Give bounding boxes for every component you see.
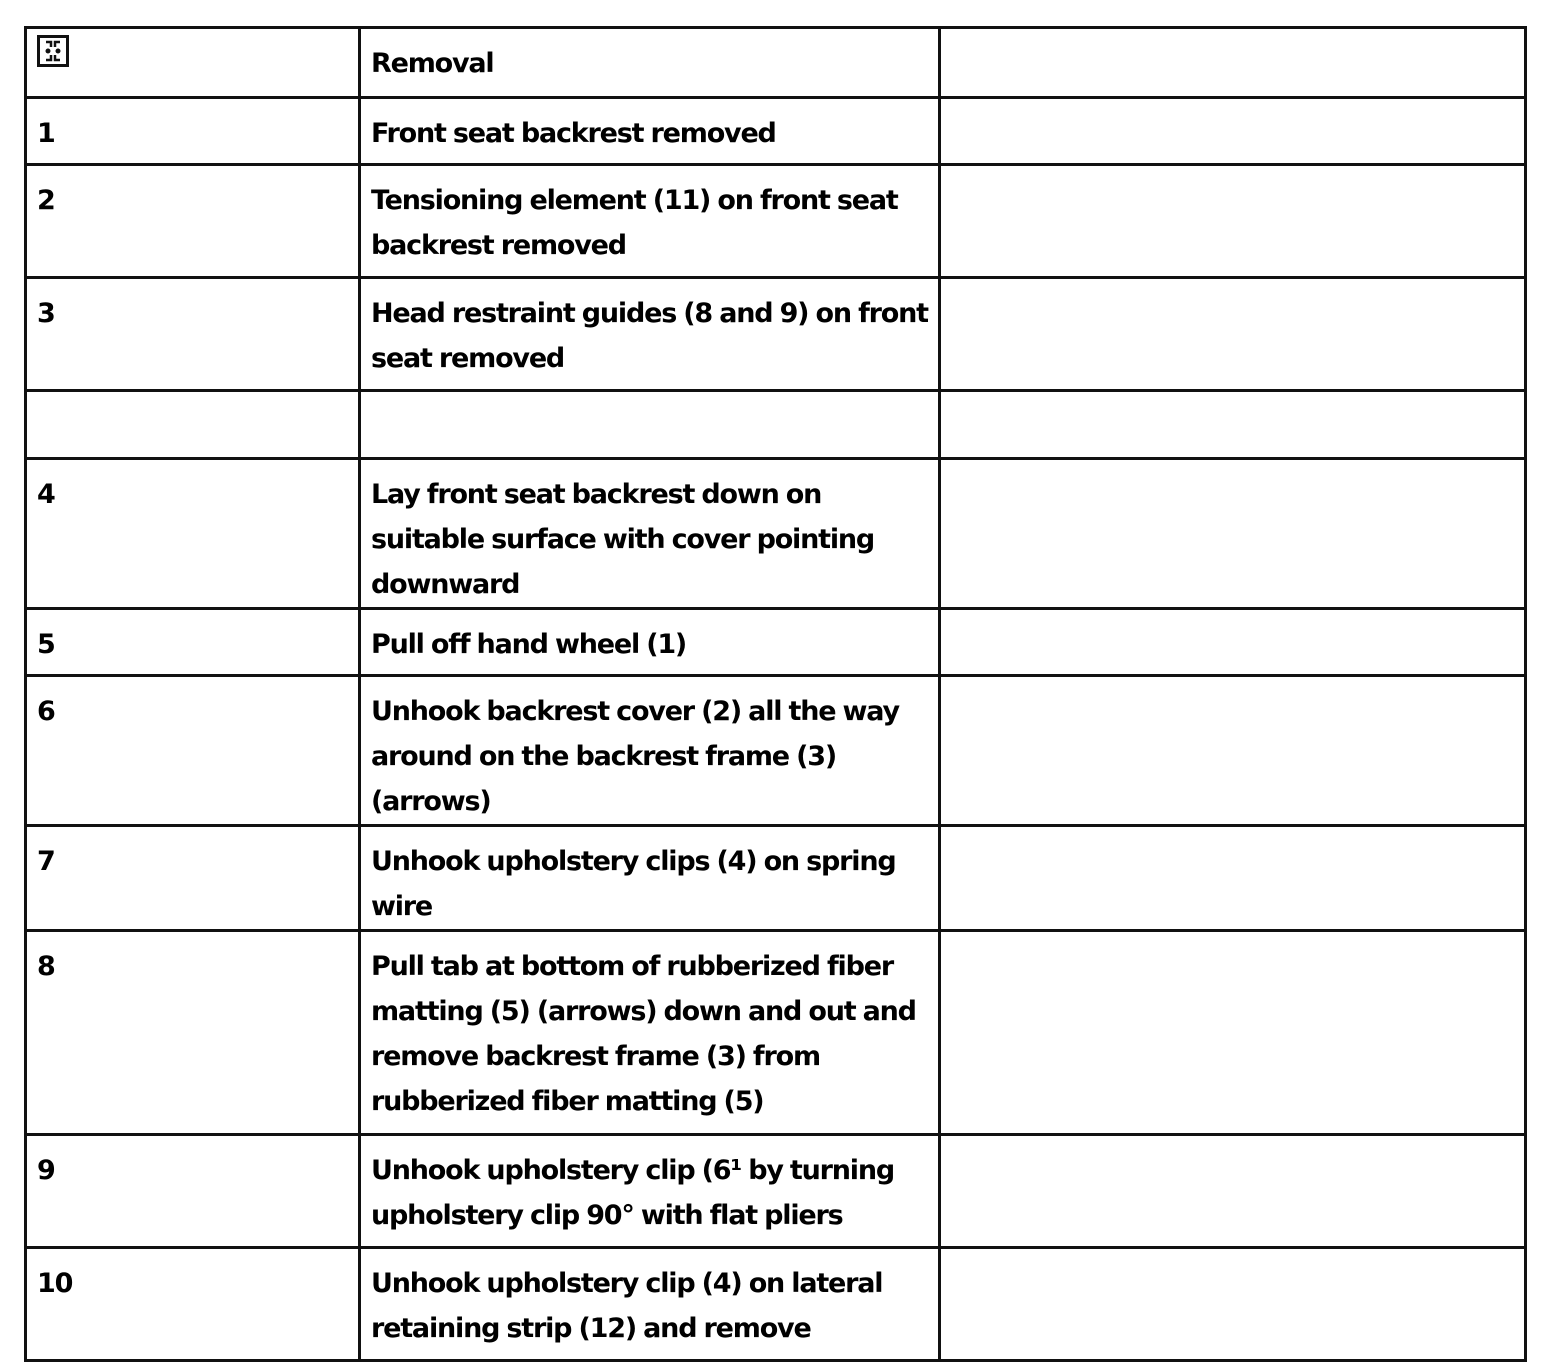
- step-text: Unhook upholstery clips (4) on spring wire: [360, 826, 940, 931]
- step-note: [940, 165, 1526, 278]
- step-note: [940, 609, 1526, 676]
- step-number: 2: [26, 165, 360, 278]
- step-text: [360, 391, 940, 459]
- step-number: 1: [26, 98, 360, 165]
- step-note: [940, 676, 1526, 826]
- table-row: [26, 98, 1526, 165]
- table-row: [26, 391, 1526, 459]
- procedure-sheet: [24, 26, 1524, 1362]
- tool-symbol-icon: [37, 35, 69, 67]
- step-note: [940, 826, 1526, 931]
- table-row: [26, 278, 1526, 391]
- step-number: 8: [26, 931, 360, 1135]
- header-title: Removal: [360, 28, 940, 98]
- step-note: [940, 931, 1526, 1135]
- step-note: [940, 98, 1526, 165]
- table-row: [26, 931, 1526, 1135]
- table-row: [26, 459, 1526, 609]
- step-number: 7: [26, 826, 360, 931]
- table-row: [26, 609, 1526, 676]
- table-row: [26, 1248, 1526, 1361]
- step-text: Head restraint guides (8 and 9) on front seat removed: [360, 278, 940, 391]
- table-row: [26, 826, 1526, 931]
- step-text: Pull tab at bottom of rubberized fiber matting (5) (arrows) down and out and remove backrest frame (3) from rubberized fiber matting (5): [360, 931, 940, 1135]
- step-note: [940, 391, 1526, 459]
- step-number: 4: [26, 459, 360, 609]
- step-note: [940, 1248, 1526, 1361]
- step-number: 6: [26, 676, 360, 826]
- step-text: Tensioning element (11) on front seat backrest removed: [360, 165, 940, 278]
- step-number: 10: [26, 1248, 360, 1361]
- step-text: Unhook backrest cover (2) all the way around on the backrest frame (3) (arrows): [360, 676, 940, 826]
- table-row: [26, 1135, 1526, 1248]
- step-note: [940, 278, 1526, 391]
- step-number: 9: [26, 1135, 360, 1248]
- step-note: [940, 459, 1526, 609]
- step-number: [26, 391, 360, 459]
- step-note: [940, 1135, 1526, 1248]
- step-text: Pull off hand wheel (1): [360, 609, 940, 676]
- header-row: [26, 28, 1526, 98]
- header-icon-cell: [26, 28, 360, 98]
- table-row: [26, 165, 1526, 278]
- step-number: 3: [26, 278, 360, 391]
- header-extra: [940, 28, 1526, 98]
- step-text: Unhook upholstery clip (4) on lateral retaining strip (12) and remove: [360, 1248, 940, 1361]
- table-row: [26, 676, 1526, 826]
- step-number: 5: [26, 609, 360, 676]
- step-text: Lay front seat backrest down on suitable surface with cover pointing downward: [360, 459, 940, 609]
- step-text: Front seat backrest removed: [360, 98, 940, 165]
- step-text: Unhook upholstery clip (6¹ by turning upholstery clip 90° with flat pliers: [360, 1135, 940, 1248]
- removal-steps-table: [24, 26, 1527, 1362]
